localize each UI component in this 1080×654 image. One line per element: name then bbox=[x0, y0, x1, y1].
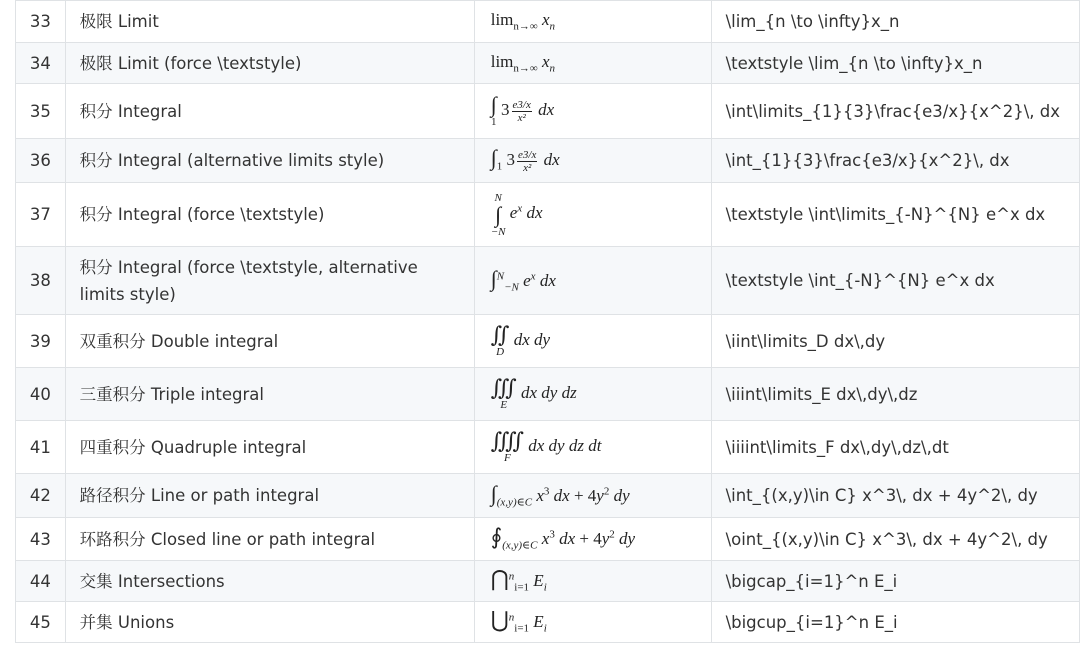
row-number: 36 bbox=[16, 139, 66, 183]
row-description: 三重积分 Triple integral bbox=[65, 368, 474, 421]
row-description: 积分 Integral bbox=[65, 84, 474, 139]
rendered-formula: ∫ 1 3 $\frac{e3/x}{\text{x²}}$ dx bbox=[474, 84, 711, 139]
formula-table bbox=[15, 0, 1080, 643]
latex-code: \iint\limits_D dx\,dy bbox=[711, 315, 1079, 368]
row-description: 积分 Integral (alternative limits style) bbox=[65, 139, 474, 183]
row-description: 极限 Limit bbox=[65, 1, 474, 43]
row-number: 40 bbox=[16, 368, 66, 421]
table-row bbox=[16, 561, 1080, 602]
rendered-formula: ∫$^N_{-N}$ $e^x$ dx bbox=[474, 247, 711, 315]
table-row bbox=[16, 43, 1080, 84]
row-number: 35 bbox=[16, 84, 66, 139]
rendered-formula: $\lim_{n\to\infty} x_n$ bbox=[474, 43, 711, 84]
row-description: 路径积分 Line or path integral bbox=[65, 474, 474, 518]
row-number: 45 bbox=[16, 602, 66, 643]
table-row bbox=[16, 139, 1080, 183]
row-description: 并集 Unions bbox=[65, 602, 474, 643]
rendered-formula: ⋃$^n_{i=1}$ $E_i$ bbox=[474, 602, 711, 643]
row-number: 41 bbox=[16, 421, 66, 474]
row-number: 38 bbox=[16, 247, 66, 315]
latex-code: \textstyle \int\limits_{-N}^{N} e^x dx bbox=[711, 183, 1079, 247]
table-row bbox=[16, 315, 1080, 368]
rendered-formula: ⨌ F dx dy dz dt bbox=[474, 421, 711, 474]
table-row bbox=[16, 368, 1080, 421]
row-number: 42 bbox=[16, 474, 66, 518]
row-number: 34 bbox=[16, 43, 66, 84]
latex-code: \int\limits_{1}{3}\frac{e3/x}{x^2}\, dx bbox=[711, 84, 1079, 139]
latex-code: \iiiint\limits_F dx\,dy\,dz\,dt bbox=[711, 421, 1079, 474]
row-number: 33 bbox=[16, 1, 66, 43]
row-description: 积分 Integral (force \textstyle) bbox=[65, 183, 474, 247]
rendered-formula: $\int_1$ 3 $\frac{e3/x}{\text{x²}}$ dx bbox=[474, 139, 711, 183]
table-row bbox=[16, 183, 1080, 247]
rendered-formula: N ∫ −N $e^x$ dx bbox=[474, 183, 711, 247]
table-row bbox=[16, 602, 1080, 643]
latex-code: \bigcap_{i=1}^n E_i bbox=[711, 561, 1079, 602]
row-description: 双重积分 Double integral bbox=[65, 315, 474, 368]
table-row bbox=[16, 247, 1080, 315]
row-description: 交集 Intersections bbox=[65, 561, 474, 602]
rendered-formula: ∭ E dx dy dz bbox=[474, 368, 711, 421]
row-number: 37 bbox=[16, 183, 66, 247]
rendered-formula: ∬ D dx dy bbox=[474, 315, 711, 368]
table-row bbox=[16, 518, 1080, 561]
rendered-formula: ⋂$^n_{i=1}$ $E_i$ bbox=[474, 561, 711, 602]
latex-code: \int_{(x,y)\in C} x^3\, dx + 4y^2\, dy bbox=[711, 474, 1079, 518]
latex-code: \oint_{(x,y)\in C} x^3\, dx + 4y^2\, dy bbox=[711, 518, 1079, 561]
latex-code: \textstyle \int_{-N}^{N} e^x dx bbox=[711, 247, 1079, 315]
row-number: 43 bbox=[16, 518, 66, 561]
row-description: 积分 Integral (force \textstyle, alternative limits style) bbox=[65, 247, 474, 315]
table-row bbox=[16, 84, 1080, 139]
row-description: 环路积分 Closed line or path integral bbox=[65, 518, 474, 561]
rendered-formula: $∮_{(x,y)\in C}$ $x^3$ dx + $4y^2$ dy bbox=[474, 518, 711, 561]
latex-code: \textstyle \lim_{n \to \infty}x_n bbox=[711, 43, 1079, 84]
row-description: 四重积分 Quadruple integral bbox=[65, 421, 474, 474]
latex-code: \iiint\limits_E dx\,dy\,dz bbox=[711, 368, 1079, 421]
row-number: 39 bbox=[16, 315, 66, 368]
rendered-formula: $\int_{(x,y)\in C}$ $x^3$ dx + $4y^2$ dy bbox=[474, 474, 711, 518]
latex-code: \int_{1}{3}\frac{e3/x}{x^2}\, dx bbox=[711, 139, 1079, 183]
latex-code: \lim_{n \to \infty}x_n bbox=[711, 1, 1079, 43]
rendered-formula: $\lim_{n\to\infty} x_n$ bbox=[474, 1, 711, 43]
row-number: 44 bbox=[16, 561, 66, 602]
table-row bbox=[16, 1, 1080, 43]
table-row bbox=[16, 474, 1080, 518]
latex-code: \bigcup_{i=1}^n E_i bbox=[711, 602, 1079, 643]
row-description: 极限 Limit (force \textstyle) bbox=[65, 43, 474, 84]
table-row bbox=[16, 421, 1080, 474]
